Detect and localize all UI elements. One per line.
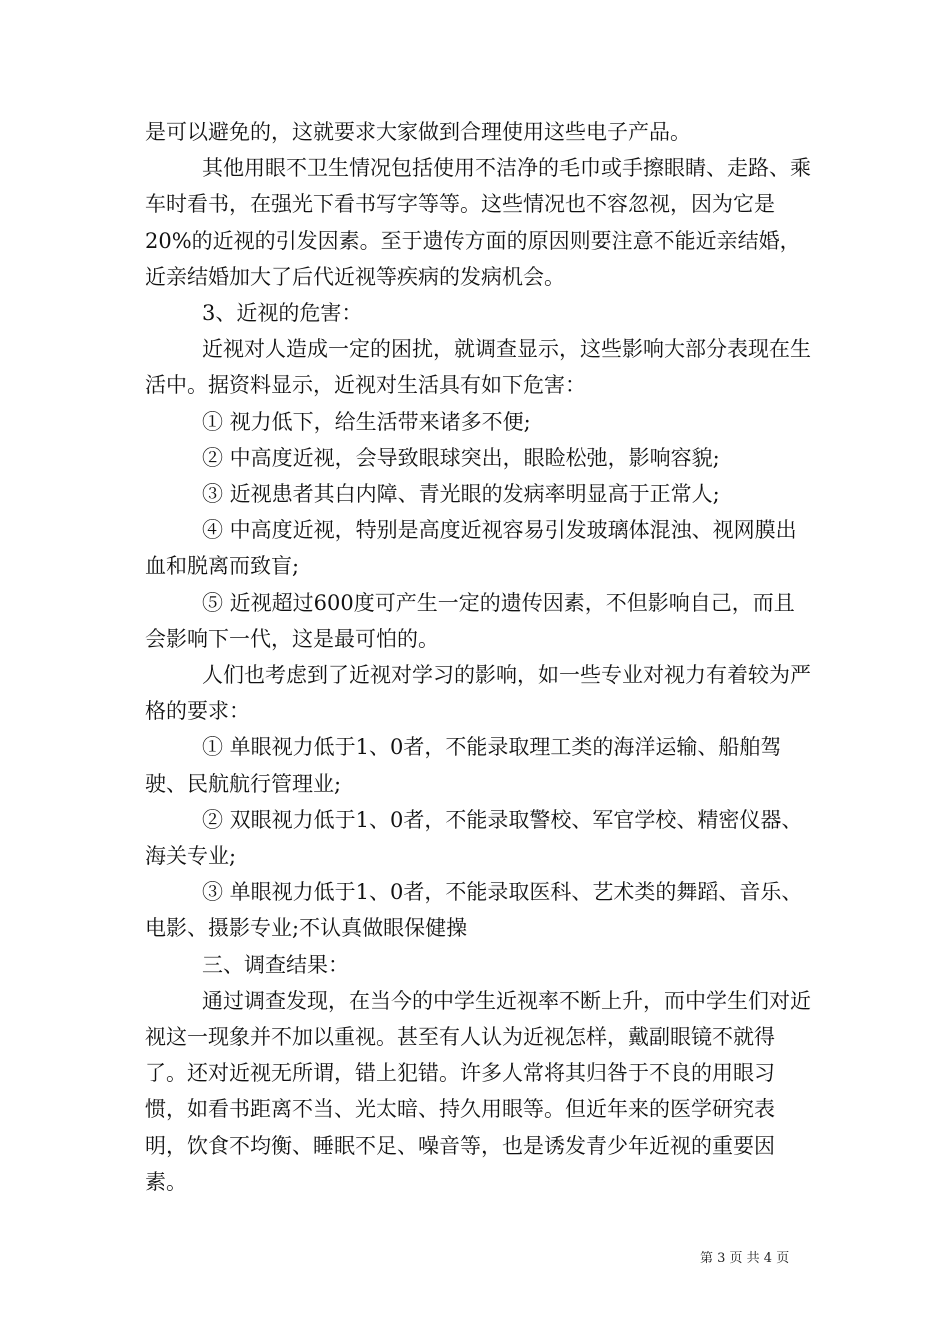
list-item: ② 中高度近视，会导致眼球突出，眼睑松弛，影响容貌; (202, 445, 720, 470)
list-item: ① 单眼视力低于1、0者，不能录取理工类的海洋运输、船舶驾驶、民航航行管理业; (145, 735, 782, 796)
paragraph-2: 其他用眼不卫生情况包括使用不洁净的毛巾或手擦眼睛、走路、乘车时看书，在强光下看书写字等等。这些情况也不容忽视，因为它是20%的近视的引发因素。至于遗传方面的原因则要注意不能近亲结婚，近亲结婚加大了后代近视等疾病的发病机会。 (145, 156, 811, 289)
paragraph-3: 近视对人造成一定的困扰，就调查显示，这些影响大部分表现在生活中。据资料显示，近视对生活具有如下危害： (145, 337, 811, 398)
page-number: 第 3 页 共 4 页 (700, 1251, 790, 1266)
list-item: ② 双眼视力低于1、0者，不能录取警校、军官学校、精密仪器、海关专业; (145, 807, 803, 869)
list-item: ③ 单眼视力低于1、0者，不能录取医科、艺术类的舞蹈、音乐、电影、摄影专业;不认真做眼保健操 (145, 880, 803, 941)
paragraph-5: 通过调查发现，在当今的中学生近视率不断上升，而中学生们对近视这一现象并不加以重视。甚至有人认为近视怎样，戴副眼镜不就得了。还对近视无所谓，错上犯错。许多人常将其归咎于不良的用眼习惯，如看书距离不当、光太暗、持久用眼等。但近年来的医学研究表明，饮食不均衡、睡眠不足、噪音等，也是诱发青少年近视的重要因素。 (145, 988, 811, 1194)
list-item: ③ 近视患者其白内障、青光眼的发病率明显高于正常人; (202, 482, 720, 507)
section-heading-harm: 3、近视的危害： (202, 301, 363, 326)
list-item: ⑤ 近视超过600度可产生一定的遗传因素，不但影响自己，而且会影响下一代，这是最可怕的。 (145, 590, 795, 651)
paragraph-1: 是可以避免的，这就要求大家做到合理使用这些电子产品。 (145, 120, 691, 144)
list-item: ① 视力低下，给生活带来诸多不便; (202, 409, 531, 434)
list-item: ④ 中高度近视，特别是高度近视容易引发玻璃体混浊、视网膜出血和脱离而致盲; (145, 518, 797, 579)
section-heading-results: 三、调查结果： (202, 952, 349, 977)
document-body (145, 114, 813, 1200)
paragraph-4: 人们也考虑到了近视对学习的影响，如一些专业对视力有着较为严格的要求： (145, 663, 811, 724)
